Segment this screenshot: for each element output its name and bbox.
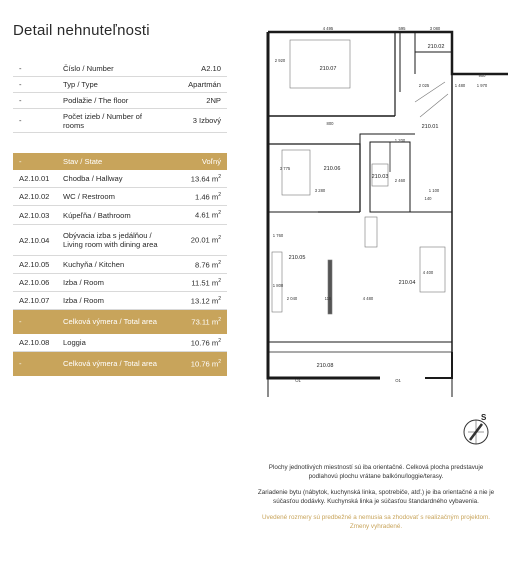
svg-text:4 400: 4 400 [422,270,434,275]
room-name: Izba / Room [63,296,104,305]
svg-text:3 775: 3 775 [279,166,291,171]
floor-plan [250,22,508,397]
svg-text:595: 595 [398,26,406,31]
room-label: 210.05 [288,255,306,261]
room-label: 210.02 [427,44,445,50]
total-value: 73.11 $m^2$ [191,316,221,327]
room-code: A2.10.07 [19,296,50,305]
info-label: Počet izieb / Number of rooms [63,111,142,130]
room-name: Chodba / Hallway [63,174,123,183]
room-name: Kuchyňa / Kitchen [63,260,125,269]
svg-text:3 080: 3 080 [429,26,441,31]
room-code: A2.10.02 [19,192,50,201]
info-value: 3 Izbový [192,116,221,125]
plan-notes [255,463,497,538]
info-value: Apartmán [188,80,221,89]
room-label: 210.03 [371,174,389,180]
svg-text:2 460: 2 460 [394,178,406,183]
info-row-type [13,77,227,93]
info-label: Číslo / Number [63,64,114,73]
room-code: A2.10.08 [19,338,50,347]
room-area: 11.51 $m^2$ [191,277,221,288]
room-area: 4.61 $m^2$ [195,210,221,220]
svg-text:1 480: 1 480 [454,83,466,88]
room-row [13,256,227,274]
room-row [13,274,227,292]
svg-text:115: 115 [324,296,332,301]
room-name: WC / Restroom [63,192,115,201]
compass-label: S [481,413,487,422]
loggia-row [13,334,227,352]
room-name: Izba / Room [63,278,104,287]
room-name: Obývacia izba s jedálňou / Living room with dining area [63,231,158,249]
info-dash: - [19,116,22,125]
room-name: Kúpeľňa / Bathroom [63,210,131,220]
room-label: 210.01 [421,124,439,130]
room-name: Loggia [63,338,86,347]
svg-text:1 800: 1 800 [272,283,284,288]
room-area: 13.64 $m^2$ [190,173,221,184]
room-label: 210.04 [398,280,416,286]
total-label: Celková výmera / Total area [63,359,157,368]
info-row-number [13,61,227,77]
info-label: Podlažie / The floor [63,96,129,105]
svg-text:O1: O1 [395,378,401,383]
total-area-row [13,310,227,334]
total-value: 10.76 $m^2$ [190,358,221,369]
room-code: A2.10.06 [19,278,50,287]
room-code: A2.10.01 [19,174,50,183]
info-dash: - [19,80,22,89]
svg-text:O1: O1 [295,378,301,383]
info-row-floor [13,93,227,109]
svg-text:800: 800 [326,121,334,126]
total-loggia-row [13,352,227,376]
total-dash: - [19,317,22,326]
room-area: 10.76 $m^2$ [190,337,221,348]
note-text: Plochy jednotlivých miestností sú iba orientačné. Celková plocha predstavuje podlahovú plochu vrátane balkónu/loggie/terasy. [268,464,484,480]
svg-text:900: 900 [478,73,486,78]
state-value: Voľný [201,156,221,166]
room-area: 13.12 $m^2$ [190,295,221,306]
info-value: A2.10 [201,64,221,73]
svg-text:3 280: 3 280 [314,188,326,193]
room-code: A2.10.05 [19,260,50,269]
svg-text:1 200: 1 200 [394,138,406,143]
room-area: 1.46 $m^2$ [195,191,221,202]
svg-text:1 760: 1 760 [272,233,284,238]
room-area: 8.76 $m^2$ [195,259,221,270]
total-dash: - [19,359,22,368]
room-label: 210.08 [316,363,334,369]
svg-text:2 920: 2 920 [274,58,286,63]
svg-text:2 025: 2 025 [418,83,430,88]
room-row [13,225,227,256]
state-label: Stav / State [63,156,103,166]
info-row-rooms [13,109,227,133]
svg-text:4 480: 4 480 [362,296,374,301]
room-code: A2.10.03 [19,210,50,220]
note-text: Zariadenie bytu (nábytok, kuchynská linka, spotrebiče, atď.) je iba orientačné a nie je súčasťou dodávky. Kuchynská linka je súčasťou štandardného vybavenia. [257,489,495,505]
room-code: A2.10.04 [19,235,50,245]
room-row [13,292,227,310]
info-label: Typ / Type [63,80,98,89]
room-label: 210.07 [319,66,337,72]
state-dash: - [19,156,22,166]
state-row [13,153,227,170]
svg-text:1 100: 1 100 [428,188,440,193]
room-row [13,206,227,225]
room-label: 210.06 [323,166,341,172]
north-arrow-icon [458,412,494,448]
svg-text:1 970: 1 970 [476,83,488,88]
property-info-table [13,61,227,376]
room-row [13,188,227,206]
svg-text:140: 140 [424,196,432,201]
info-dash: - [19,96,22,105]
svg-text:4 495: 4 495 [322,26,334,31]
room-row [13,170,227,188]
total-label: Celková výmera / Total area [63,317,157,326]
info-value: 2NP [206,96,221,105]
info-dash: - [19,64,22,73]
page-title: Detail nehnuteľnosti [13,22,150,39]
room-area: 20.01 $m^2$ [190,235,221,245]
note-text: Uvedené rozmery sú predbežné a nemusia sa zhodovať s realizačným projektom. Zmeny vyhradené. [261,514,491,530]
svg-text:2 040: 2 040 [286,296,298,301]
